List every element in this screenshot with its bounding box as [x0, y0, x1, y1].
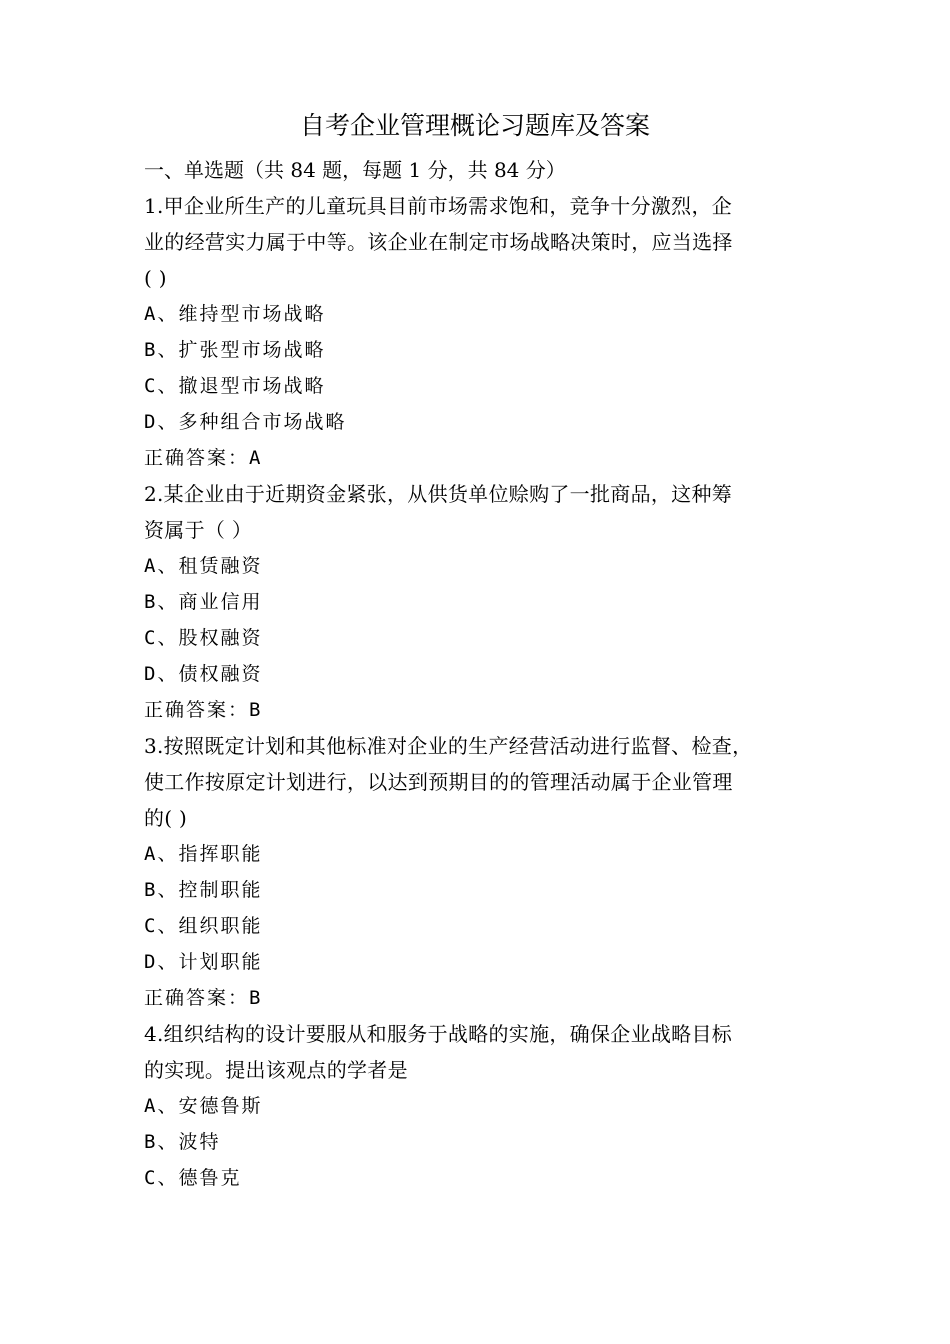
- stem-line: 4.组织结构的设计要服从和服务于战略的实施，确保企业战略目标: [144, 1022, 733, 1046]
- option-b: B、商业信用: [144, 591, 263, 613]
- question-3: [144, 728, 814, 1016]
- question-1: [144, 188, 814, 476]
- option-c: C、德鲁克: [144, 1167, 242, 1189]
- stem-line: 资属于（ ）: [144, 518, 253, 542]
- question-stem: [144, 1016, 814, 1088]
- stem-line: 使工作按原定计划进行，以达到预期目的的管理活动属于企业管理: [144, 770, 733, 794]
- option-a: A、维持型市场战略: [144, 303, 326, 325]
- question-stem: [144, 728, 814, 836]
- option-c: C、组织职能: [144, 915, 263, 937]
- document-body: [144, 152, 814, 1196]
- option-a: A、指挥职能: [144, 843, 263, 865]
- document-title: 自考企业管理概论习题库及答案: [299, 111, 650, 140]
- stem-line: 的实现。提出该观点的学者是: [144, 1058, 408, 1082]
- option-d: D、多种组合市场战略: [144, 411, 347, 433]
- option-a: A、租赁融资: [144, 555, 263, 577]
- stem-line: 1.甲企业所生产的儿童玩具目前市场需求饱和，竞争十分激烈，企: [144, 194, 733, 218]
- question-2: [144, 476, 814, 728]
- stem-line: 2.某企业由于近期资金紧张，从供货单位赊购了一批商品，这种筹: [144, 482, 733, 506]
- option-b: B、控制职能: [144, 879, 263, 901]
- option-a: A、安德鲁斯: [144, 1095, 263, 1117]
- option-d: D、计划职能: [144, 951, 263, 973]
- question-stem: [144, 188, 814, 296]
- option-c: C、撤退型市场战略: [144, 375, 326, 397]
- stem-line: 的( ): [144, 806, 188, 830]
- section-heading: 一、单选题（共 84 题，每题 1 分，共 84 分）: [144, 158, 566, 182]
- correct-answer: 正确答案：B: [144, 987, 263, 1009]
- stem-line: 3.按照既定计划和其他标准对企业的生产经营活动进行监督、检查，: [144, 734, 753, 758]
- option-b: B、扩张型市场战略: [144, 339, 326, 361]
- correct-answer: 正确答案：B: [144, 699, 263, 721]
- correct-answer: 正确答案：A: [144, 447, 263, 469]
- question-4: [144, 1016, 814, 1196]
- stem-line: ( ): [144, 266, 167, 290]
- stem-line: 业的经营实力属于中等。该企业在制定市场战略决策时，应当选择: [144, 230, 733, 254]
- option-b: B、波特: [144, 1131, 221, 1153]
- option-c: C、股权融资: [144, 627, 263, 649]
- question-stem: [144, 476, 814, 548]
- option-d: D、债权融资: [144, 663, 263, 685]
